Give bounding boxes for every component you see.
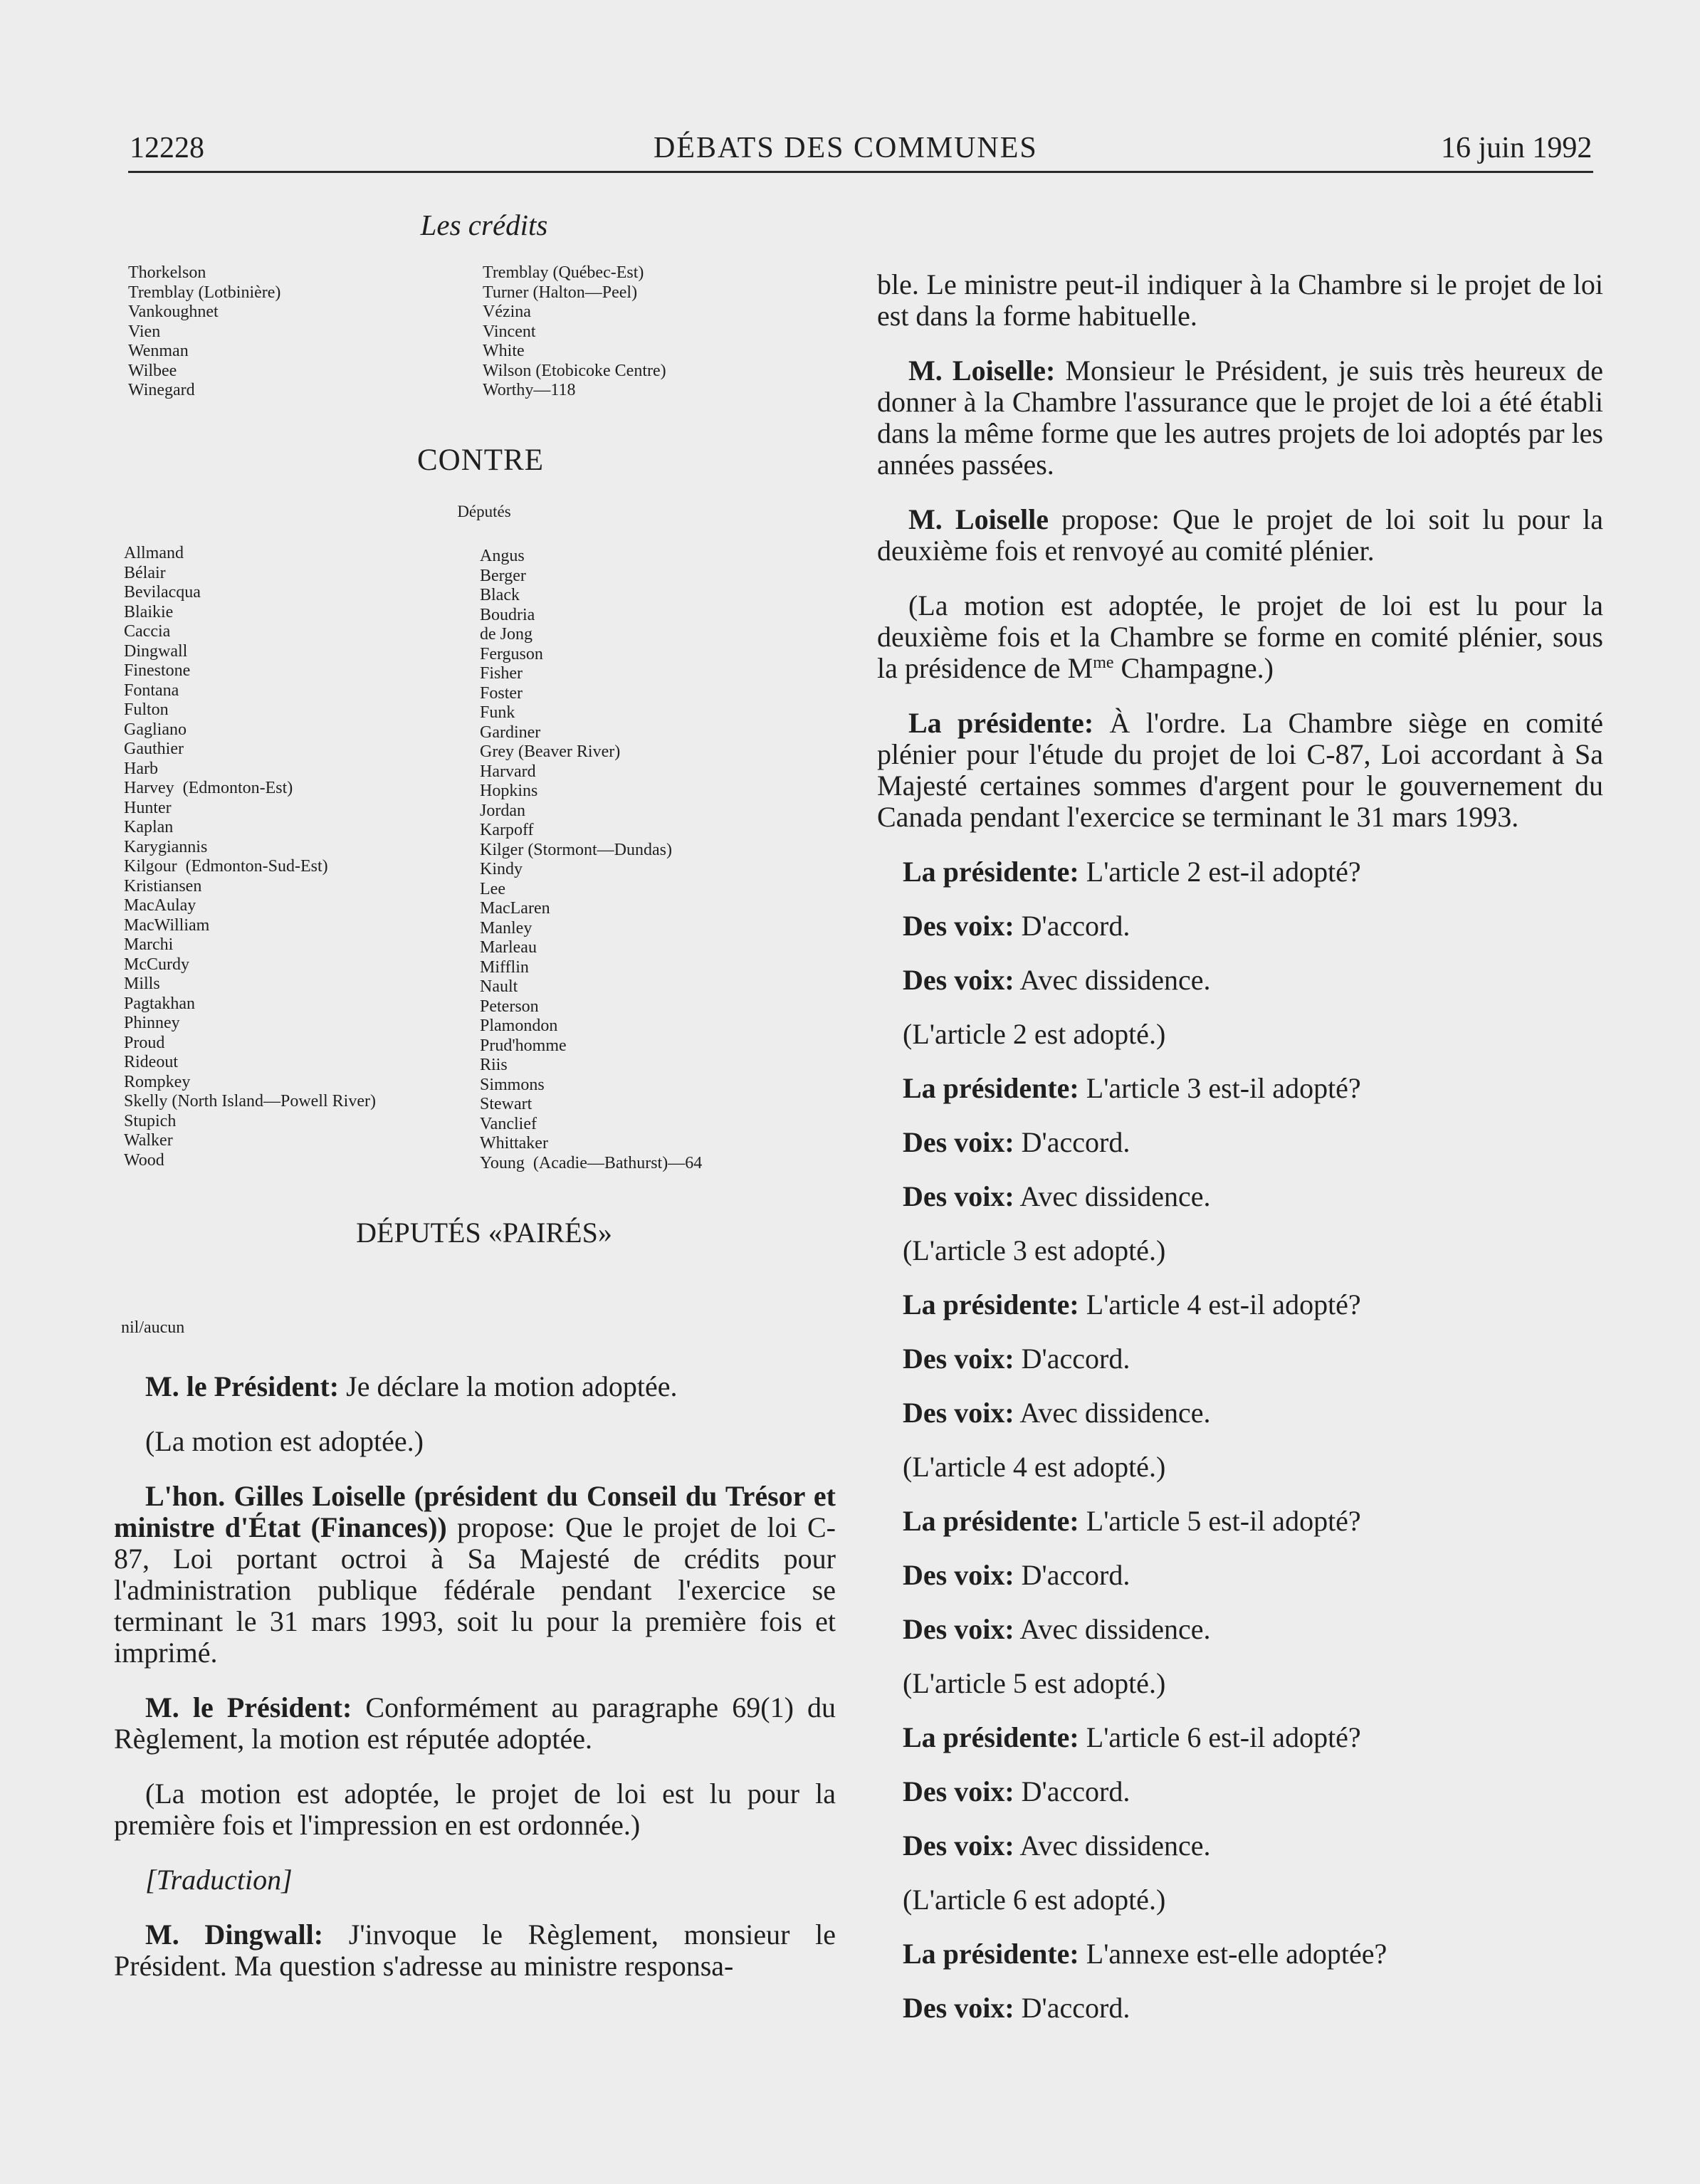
paragraph-text: propose: Que le projet de loi soit lu pour la deuxième fois et renvoyé au comité plénier. — [877, 503, 1603, 567]
paragraph-text: D'accord. — [1014, 1126, 1130, 1158]
page-number: 12228 — [130, 132, 204, 164]
member-name: Ferguson — [480, 644, 543, 663]
member-name: Gagliano — [124, 720, 187, 739]
member-name: Angus — [480, 547, 525, 565]
member-name: McCurdy — [124, 955, 189, 974]
speech-paragraph — [903, 1397, 1603, 1429]
member-name: Harvey (Edmonton-Est) — [124, 779, 293, 797]
paragraph-text: (La motion est adoptée.) — [145, 1425, 424, 1457]
member-name: Marchi — [124, 935, 174, 954]
paragraph-text: (L'article 3 est adopté.) — [903, 1234, 1166, 1266]
paragraph-text: Avec dissidence. — [1014, 1829, 1211, 1862]
speaker-name: M. Loiselle: — [908, 355, 1056, 387]
member-name: Wilson (Etobicoke Centre) — [483, 361, 666, 380]
deputes-label: Députés — [457, 503, 511, 520]
speaker-name: Des voix: — [903, 1992, 1014, 2024]
speech-paragraph — [903, 910, 1603, 942]
speech-paragraph — [877, 708, 1603, 833]
nays-list-left — [124, 544, 376, 1170]
paragraph-text: L'article 5 est-il adopté? — [1079, 1505, 1361, 1537]
speech-paragraph — [903, 1560, 1603, 1591]
speaker-name: Des voix: — [903, 1829, 1014, 1862]
member-name: Kindy — [480, 860, 523, 878]
header-rule — [128, 171, 1593, 173]
member-name: Wilbee — [128, 361, 177, 380]
member-name: Hopkins — [480, 782, 538, 800]
nays-list-right — [480, 547, 702, 1173]
member-name: Wood — [124, 1150, 164, 1170]
member-name: Simmons — [480, 1075, 545, 1094]
speaker-name: M. le Président: — [145, 1691, 352, 1723]
yeas-list-right — [483, 263, 666, 401]
paragraph-text: Avec dissidence. — [1014, 1180, 1211, 1212]
member-name: Funk — [480, 703, 515, 722]
member-name: Proud — [124, 1033, 165, 1052]
paragraph-text: L'article 6 est-il adopté? — [1079, 1721, 1361, 1753]
paires-value: nil/aucun — [121, 1318, 185, 1337]
paragraph-text: Avec dissidence. — [1014, 1397, 1211, 1429]
procedure-paragraph — [114, 1864, 836, 1896]
member-name: Vien — [128, 322, 161, 341]
speech-paragraph — [903, 1127, 1603, 1158]
member-name: Mifflin — [480, 957, 529, 977]
member-name: MacWilliam — [124, 915, 210, 935]
member-name: Vézina — [483, 303, 531, 321]
member-name: Berger — [480, 566, 526, 585]
member-name: Gardiner — [480, 723, 541, 742]
speaker-name: Des voix: — [903, 1343, 1014, 1375]
speech-paragraph — [114, 1371, 836, 1402]
paragraph-text: Avec dissidence. — [1014, 964, 1211, 996]
member-name: Whittaker — [480, 1134, 548, 1153]
member-name: Manley — [480, 918, 532, 938]
member-name: Finestone — [124, 661, 191, 680]
paragraph-text: (La motion est adoptée, le projet de loi est lu pour la première fois et l'impression en est ordonnée.) — [114, 1778, 836, 1841]
speaker-name: Des voix: — [903, 910, 1014, 942]
member-name: Fisher — [480, 664, 523, 683]
paragraph-text: L'annexe est-elle adoptée? — [1079, 1938, 1387, 1970]
paragraph-text: propose: Que le projet de loi C-87, Loi portant octroi à Sa Majesté de crédits pour l'administration publique fédérale pendant l'exercice se terminant le 31 mars 1993, soit lu pour la première fois et imprimé. — [114, 1511, 836, 1669]
speech-paragraph — [903, 1830, 1603, 1862]
speaker-name: La présidente: — [908, 707, 1094, 739]
member-name: Stupich — [124, 1111, 177, 1130]
paragraph-text: Avec dissidence. — [1014, 1613, 1211, 1645]
speaker-name: Des voix: — [903, 1397, 1014, 1429]
member-name: Vankoughnet — [128, 303, 219, 321]
member-name: Kilgour (Edmonton-Sud-Est) — [124, 857, 328, 876]
procedure-paragraph — [903, 1451, 1603, 1483]
issue-date: 16 juin 1992 — [1441, 132, 1593, 164]
member-name: Skelly (North Island—Powell River) — [124, 1092, 376, 1111]
member-name: Phinney — [124, 1014, 180, 1032]
member-name: Karygiannis — [124, 837, 208, 856]
speaker-name: Des voix: — [903, 1126, 1014, 1158]
speaker-name: M. le Président: — [145, 1370, 340, 1402]
member-name: Harb — [124, 759, 158, 778]
superscript: me — [1093, 653, 1114, 672]
member-name: Walker — [124, 1131, 173, 1150]
paragraph-text: D'accord. — [1014, 1559, 1130, 1591]
speech-paragraph — [877, 504, 1603, 567]
speech-paragraph — [877, 355, 1603, 481]
procedure-paragraph — [903, 1019, 1603, 1050]
member-name: Rideout — [124, 1053, 178, 1071]
paragraph-text: D'accord. — [1014, 910, 1130, 942]
member-name: de Jong — [480, 625, 532, 644]
member-name: Peterson — [480, 997, 539, 1016]
member-name: Rompkey — [124, 1072, 191, 1091]
member-name: Stewart — [480, 1095, 532, 1113]
procedure-paragraph — [114, 1426, 836, 1457]
paragraph-text: L'article 4 est-il adopté? — [1079, 1288, 1361, 1321]
member-name: Marleau — [480, 938, 537, 957]
member-name: Vincent — [483, 322, 536, 341]
member-name: Tremblay (Québec-Est) — [483, 263, 644, 282]
paragraph-text: (La motion est adoptée, le projet de loi est lu pour la deuxième fois et la Chambre se forme en comité plénier, sous la présidence de M — [877, 589, 1603, 684]
paragraph-text: (L'article 6 est adopté.) — [903, 1884, 1166, 1916]
speech-paragraph — [903, 1938, 1603, 1970]
paragraph-text: [Traduction] — [145, 1864, 293, 1896]
paires-heading: DÉPUTÉS «PAIRÉS» — [356, 1217, 612, 1249]
member-name: Gauthier — [124, 740, 184, 758]
member-name: Riis — [480, 1056, 508, 1074]
member-name: Bevilacqua — [124, 583, 201, 602]
speech-paragraph — [114, 1481, 836, 1669]
member-name: Allmand — [124, 544, 184, 562]
member-name: Worthy—118 — [483, 381, 576, 399]
speaker-name: M. Loiselle — [908, 503, 1049, 535]
member-name: MacLaren — [480, 899, 550, 918]
member-name: Plamondon — [480, 1017, 558, 1035]
speech-paragraph — [903, 965, 1603, 996]
paragraph-text: D'accord. — [1014, 1775, 1130, 1807]
paragraph-text: Conformément au paragraphe 69(1) du Règlement, la motion est réputée adoptée. — [114, 1691, 836, 1755]
speaker-name: La présidente: — [903, 1505, 1079, 1537]
member-name: Hunter — [124, 798, 172, 817]
member-name: Fulton — [124, 700, 169, 719]
member-name: Prud'homme — [480, 1036, 567, 1055]
member-name: Boudria — [480, 605, 535, 624]
paragraph-text: (L'article 2 est adopté.) — [903, 1018, 1166, 1050]
member-name: Winegard — [128, 381, 195, 399]
paragraph-text: D'accord. — [1014, 1343, 1130, 1375]
member-name: Karpoff — [480, 821, 534, 839]
procedure-paragraph — [903, 1884, 1603, 1916]
speech-paragraph — [903, 1289, 1603, 1321]
paragraph-text: (L'article 5 est adopté.) — [903, 1667, 1166, 1699]
member-name: Dingwall — [124, 641, 188, 661]
paragraph-text: J'invoque le Règlement, monsieur le Président. Ma question s'adresse au ministre responsa- — [114, 1918, 836, 1982]
speaker-name: Des voix: — [903, 1180, 1014, 1212]
yeas-list-left — [128, 263, 280, 401]
speaker-name: Des voix: — [903, 1775, 1014, 1807]
procedure-paragraph — [114, 1778, 836, 1841]
speaker-name: La présidente: — [903, 1288, 1079, 1321]
speaker-name: La présidente: — [903, 1072, 1079, 1104]
procedure-paragraph — [877, 590, 1603, 684]
speaker-name: La présidente: — [903, 1721, 1079, 1753]
member-name: Turner (Halton—Peel) — [483, 283, 638, 302]
paragraph-text: L'article 2 est-il adopté? — [1079, 856, 1361, 888]
speech-paragraph — [903, 1073, 1603, 1104]
speech-paragraph — [903, 1776, 1603, 1807]
member-name: Young (Acadie—Bathurst)—64 — [480, 1153, 703, 1172]
contre-heading: CONTRE — [417, 443, 544, 477]
journal-title: DÉBATS DES COMMUNES — [654, 132, 1038, 164]
paragraph-text: Monsieur le Président, je suis très heureux de donner à la Chambre l'assurance que le projet de loi a été établi dans la même forme que les autres projets de loi adoptés par les années passées. — [877, 355, 1603, 481]
member-name: Kaplan — [124, 818, 174, 836]
speaker-name: Des voix: — [903, 1559, 1014, 1591]
member-name: Thorkelson — [128, 263, 206, 282]
speaker-name: M. Dingwall: — [145, 1918, 324, 1951]
speech-paragraph — [903, 1722, 1603, 1753]
member-name: White — [483, 342, 525, 360]
speaker-name: La présidente: — [903, 856, 1079, 888]
member-name: Kristiansen — [124, 876, 202, 896]
member-name: Black — [480, 586, 520, 604]
speech-paragraph — [114, 1692, 836, 1755]
speech-paragraph — [903, 1506, 1603, 1537]
member-name: Fontana — [124, 681, 179, 700]
member-name: Vanclief — [480, 1114, 537, 1133]
speaker-name: La présidente: — [903, 1938, 1079, 1970]
procedure-paragraph — [903, 1668, 1603, 1699]
paragraph-text: Champagne.) — [1113, 652, 1274, 684]
speaker-name: Des voix: — [903, 1613, 1014, 1645]
member-name: Blaikie — [124, 602, 174, 621]
speech-paragraph — [903, 856, 1603, 888]
paragraph-text: (L'article 4 est adopté.) — [903, 1451, 1166, 1483]
member-name: MacAulay — [124, 896, 196, 915]
speech-paragraph — [903, 1181, 1603, 1212]
speaker-name: L'hon. Gilles Loiselle (président du Conseil du Trésor et ministre d'État (Finances)) — [114, 1480, 836, 1543]
member-name: Pagtakhan — [124, 994, 195, 1013]
member-name: Grey (Beaver River) — [480, 742, 621, 761]
member-name: Jordan — [480, 801, 525, 820]
procedure-paragraph — [903, 1235, 1603, 1266]
member-name: Lee — [480, 879, 505, 898]
paragraph-text: Je déclare la motion adoptée. — [339, 1370, 678, 1402]
speech-paragraph — [903, 1343, 1603, 1375]
paragraph-text: L'article 3 est-il adopté? — [1079, 1072, 1361, 1104]
speech-paragraph — [114, 1919, 836, 1982]
section-title: Les crédits — [420, 209, 548, 241]
speaker-name: Des voix: — [903, 964, 1014, 996]
member-name: Mills — [124, 975, 160, 993]
member-name: Foster — [480, 683, 523, 703]
member-name: Caccia — [124, 622, 171, 641]
right-text-column — [877, 269, 1603, 2047]
paragraph-text: À l'ordre. La Chambre siège en comité plénier pour l'étude du projet de loi C-87, Loi accordant à Sa Majesté certaines sommes d'argent pour le gouvernement du Canada pendant l'exercice se terminant le 31 mars 1993. — [877, 707, 1603, 833]
speech-paragraph — [903, 1993, 1603, 2024]
continued-paragraph: ble. Le ministre peut-il indiquer à la Chambre si le projet de loi est dans la forme habituelle. — [877, 268, 1603, 332]
member-name: Harvard — [480, 762, 536, 781]
member-name: Bélair — [124, 563, 166, 582]
member-name: Tremblay (Lotbinière) — [128, 283, 281, 302]
member-name: Kilger (Stormont—Dundas) — [480, 840, 672, 859]
speech-paragraph — [903, 1614, 1603, 1645]
member-name: Nault — [480, 977, 518, 996]
member-name: Wenman — [128, 342, 189, 360]
left-text-column — [114, 1371, 836, 2005]
paragraph-text: D'accord. — [1014, 1992, 1130, 2024]
